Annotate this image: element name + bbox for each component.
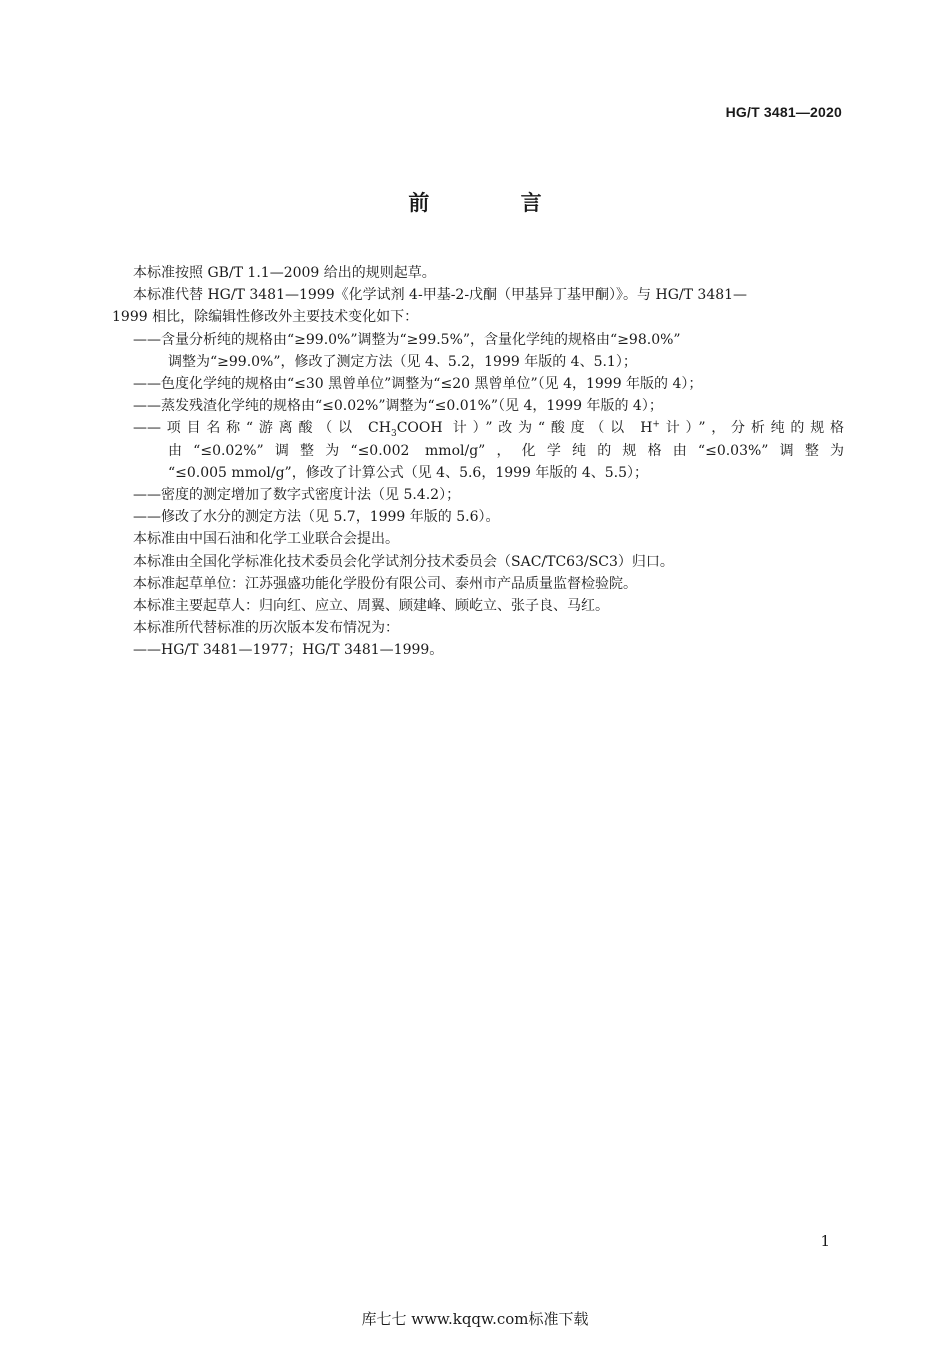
paragraph-previous-editions: 本标准所代替标准的历次版本发布情况为： [133,620,399,637]
paragraph-replaces-line2: 1999 相比，除编辑性修改外主要技术变化如下： [112,309,419,326]
footer-watermark: 库七七 www.kqqw.com标准下载 [361,1310,589,1328]
change-item-residue: ——蒸发残渣化学纯的规格由“≤0.02%”调整为“≤0.01%”（见 4，1999 年版的 4）； [133,398,663,415]
paragraph-drafting-rules: 本标准按照 GB/T 1.1—2009 给出的规则起草。 [133,265,436,281]
acidity-text-b: COOH 计）”改为“酸度（以 H [396,420,653,437]
change-item-acidity-line2: 由“≤0.02%”调整为“≤0.002 mmol/g”，化学纯的规格由“≤0.03%”调整为 [168,442,844,459]
paragraph-proposed-by: 本标准由中国石油和化学工业联合会提出。 [133,531,399,548]
acidity-text-c: 计）”，分析纯的规格 [659,420,844,437]
acidity-text-a: ——项目名称“游离酸（以 CH [133,420,391,437]
paragraph-drafting-units: 本标准起草单位：江苏强盛功能化学股份有限公司、泰州市产品质量监督检验院。 [133,575,637,592]
standard-code: HG/T 3481—2020 [725,104,842,120]
page-number: 1 [820,1232,830,1250]
paragraph-drafters: 本标准主要起草人：归向红、应立、周翼、顾建峰、顾屹立、张子良、马红。 [133,598,609,615]
previous-editions-list: ——HG/T 3481—1977；HG/T 3481—1999。 [133,642,444,659]
change-item-color: ——色度化学纯的规格由“≤30 黑曾单位”调整为“≤20 黑曾单位”（见 4，1999 年版的 4）； [133,376,703,393]
change-item-moisture: ——修改了水分的测定方法（见 5.7，1999 年版的 5.6）。 [133,509,500,526]
page-title: 前 言 [408,191,584,215]
acidity-superscript: + [652,419,660,430]
paragraph-replaces-line1: 本标准代替 HG/T 3481—1999《化学试剂 4-甲基-2-戊酮（甲基异丁基甲酮）》。与 HG/T 3481— [133,287,748,304]
acidity-subscript: 3 [390,429,397,440]
change-item-content-line2: 调整为“≥99.0%”，修改了测定方法（见 4、5.2，1999 年版的 4、5.1）； [168,353,637,370]
change-item-content-line1: ——含量分析纯的规格由“≥99.0%”调整为“≥99.5%”，含量化学纯的规格由“≥98.0%” [133,331,681,348]
change-item-acidity-line3: “≤0.005 mmol/g”，修改了计算公式（见 4、5.6，1999 年版的 4、5.5）； [168,464,649,481]
paragraph-under-jurisdiction: 本标准由全国化学标准化技术委员会化学试剂分技术委员会（SAC/TC63/SC3）归口。 [133,553,674,570]
foreword-body [112,262,844,662]
change-item-acidity-line1 [112,417,844,439]
change-item-density: ——密度的测定增加了数字式密度计法（见 5.4.2）； [133,487,461,504]
